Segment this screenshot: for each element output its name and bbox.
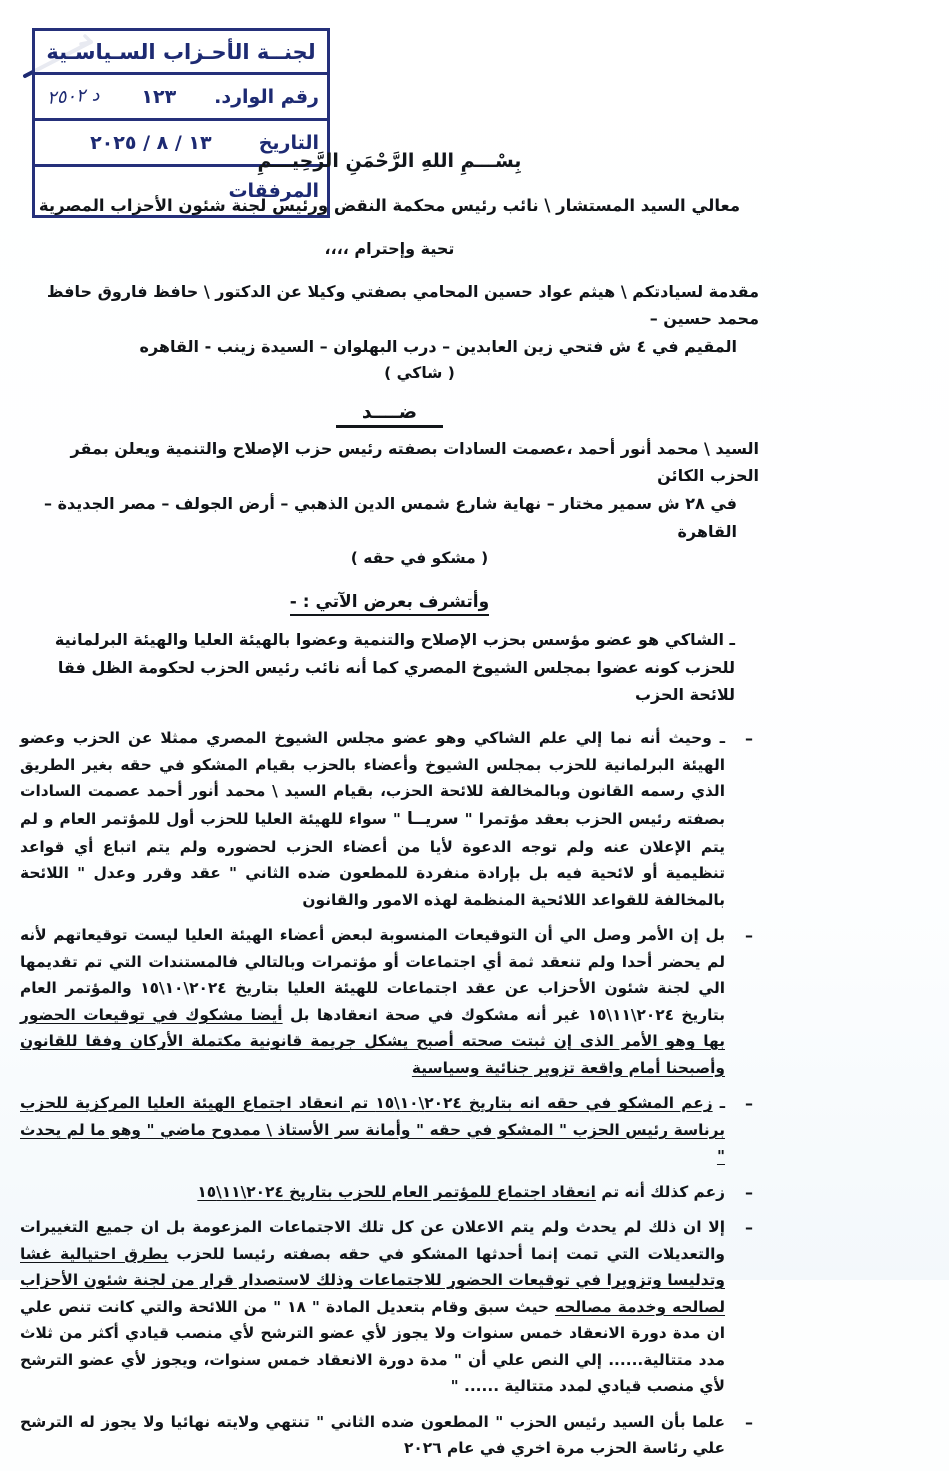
claim-1 [20, 725, 759, 913]
claim-3 [20, 1090, 759, 1169]
intro-line-2: عضوا بمجلس الشيوخ المصري كما أنه نائب رئيس الحزب لحكومة الظل فقا للائحة الحزب [57, 657, 735, 705]
text-run: ـ وحيث أنه نما إلي علم الشاكي وهو عضو مجلس الشيوخ المصري ممثلا عن الحزب وعضو الهيئة البرلمانية للحزب بمجلس الشيوخ وأعضاء بالحزب بقيام المشكو في حقه بغير الطريق الذي رسمه القانون وبالمخالفة للائحة الحزب، بقيام السيد \ محمد أنور أحمد عصمت السادات بصفته رئيس الحزب بعقد مؤتمرا " [20, 729, 725, 828]
against-divider [20, 401, 759, 423]
respondent-line-1: السيد \ محمد أنور أحمد ،عصمت السادات بصفته رئيس حزب الإصلاح والتنمية ويعلن بمقر الحزب الكائن [70, 438, 759, 486]
statement-section-label: وأتشرف بعرض الآتي : - [290, 592, 489, 616]
underlined-text-run: بطرق احتيالية غشا وتدليسا وتزويرا في توقيعات الحضور للاجتماعات وذلك لاستصدار قرار من لجنة شئون الأحزاب لصالحه وخدمة مصالحه [20, 1244, 726, 1316]
respondent-role-tag: ( مشكو في حقه ) [350, 549, 489, 568]
text-run: بل إن الأمر وصل الي أن التوقيعات المنسوبة لبعض أعضاء الهيئة العليا ليست توقيعاتهم لأنه لم يحضر أحدا ولم تنعقد ثمة أي اجتماعات أو مؤتمرات وبالتالي فالمستندات التي تم تقديمها الي لجنة شئون الأحزاب عن عقد اجتماعات للهيئة العليا بتاريخ ٢٠٢٤\١٠\١٥ والمؤتمر العام بتاريخ ٢٠٢٤\١١\١٥ غير أنه مشكوك في صحة انعقادها بل [20, 926, 725, 1024]
stamp-incoming-value: ١٢٣ [141, 85, 177, 108]
stamp-attachments-label: المرفقات [228, 180, 319, 202]
claim-4 [20, 1179, 759, 1205]
underlined-text-run: أيضا مشكوك في توقيعات الحضور بها وهو الأمر الذى إن ثبتت صحته أصبح يشكل جريمة قانونية مكتملة الأركان وفقا للقانون وأصبحنا أمام واقعة تزوير جنائية وسياسية [20, 1005, 725, 1077]
intro-line-1: ـ الشاكي هو عضو مؤسس بحزب الإصلاح والتنمية وعضوا بالهيئة العليا والهيئة البرلمانية للحزب كونه [54, 629, 735, 677]
stamp-title-row [35, 31, 327, 75]
text-run: " سواء للهيئة العليا للحزب أول للمؤتمر العام و لم يتم الإعلان عنه ولم توجه الدعوة لأيا من أعضاء الحزب لحضوره ولم يتم اتباع أي قواعد تنظيمية أو لائحية فيه بل بإرادة منفردة للمطعون ضده الثاني " عقد وقرر وعدل " اللائحة بالمخالفة للقواعد اللائحية المنظمة لهذه الامور والقانون [20, 809, 725, 909]
introduction-paragraph [20, 626, 759, 709]
basmala-heading: بِسْـــمِ اللهِ الرَّحْمَنِ الرَّحِيـــمِ [257, 150, 522, 172]
stamp-date-label: التاريخ [258, 131, 319, 154]
stamp-committee-title: لجنــة الأحـزاب السـياسـية [46, 39, 316, 64]
stamp-incoming-handwriting: د ٢٥٠٢ [46, 84, 101, 109]
letter-body [20, 150, 759, 1471]
petitioner-block [20, 278, 759, 387]
underlined-text-run: انعقاد اجتماع للمؤتمر العام للحزب بتاريخ ٢٠٢٤\١١\١٥ [197, 1182, 596, 1201]
against-label: ضــــد [336, 401, 443, 428]
statement-section-heading [20, 592, 759, 612]
text-run: إلا ان ذلك لم يحدث ولم يتم الاعلان عن كل تلك الاجتماعات المزعومة بل ان جميع التغييرات والتعديلات التي تمت إنما أحدثها المشكو في حقه بصفته رئيسا للحزب [20, 1218, 725, 1263]
stamp-date-value: ١٣ / ٨ / ٢٠٢٥ [90, 131, 212, 154]
claim-5 [20, 1214, 759, 1399]
petitioner-line-1: مقدمة لسيادتكم \ هيثم عواد حسين المحامي بصفتي وكيلا عن الدكتور \ حافظ فاروق حافظ محمد حسين – [46, 281, 759, 329]
addressee-line: معالي السيد المستشار \ نائب رئيس محكمة النقض ورئيس لجنة شئون الأحزاب المصرية [38, 196, 741, 215]
respondent-block [20, 435, 759, 572]
claim-6 [20, 1409, 759, 1462]
emphasised-text-run: سريــا [406, 808, 459, 829]
claim-2 [20, 922, 759, 1081]
respondent-line-2: في ٢٨ ش سمير مختار – نهاية شارع شمس الدين الذهبي – أرض الجولف – مصر الجديدة – القاهرة [44, 493, 737, 541]
underlined-text-run: زعم المشكو في حقه انه بتاريخ ٢٠٢٤\١٠\١٥ تم انعقاد اجتماع الهيئة العليا المركزية للحزب برناسة رئيس الحزب " المشكو في حقه " وأمانة سر الأستاذ \ ممدوح ماضي " وهو ما لم يحدث " [20, 1094, 725, 1166]
petitioner-role-tag: ( شاكي ) [384, 364, 455, 383]
petitioner-line-2: المقيم في ٤ ش فتحي زين العابدين – درب البهلوان – السيدة زينب - القاهره [139, 336, 737, 356]
text-run: زعم كذلك أنه تم [595, 1182, 725, 1201]
text-run: ـ [712, 1094, 725, 1113]
text-run: علما بأن السيد رئيس الحزب " المطعون ضده الثاني " تنتهي ولايته نهائيا ولا يجوز له الترشح علي رئاسة الحزب مرة اخري في عام ٢٠٢٦ [20, 1412, 725, 1458]
text-run: حيث سبق وقام بتعديل المادة " ١٨ " من اللائحة والتي كانت تنص علي ان مدة دورة الانعقاد خمس سنوات ولا يجوز لأي عضو الترشح لأي منصب قيادي أكثر من ثلاث مدد متتالية...... إلي النص علي أن " مدة دورة الانعقاد خمس سنوات، ويجوز لأي عضو الترشح لأي منصب قيادي لمدد متتالية ...... " [20, 1297, 725, 1396]
stamp-incoming-label: رقم الوارد. [214, 85, 319, 108]
salutation-line: تحية وإحترام ،،،، [324, 238, 455, 258]
claims-list [20, 725, 759, 1461]
stamp-incoming-number-row [35, 75, 327, 121]
